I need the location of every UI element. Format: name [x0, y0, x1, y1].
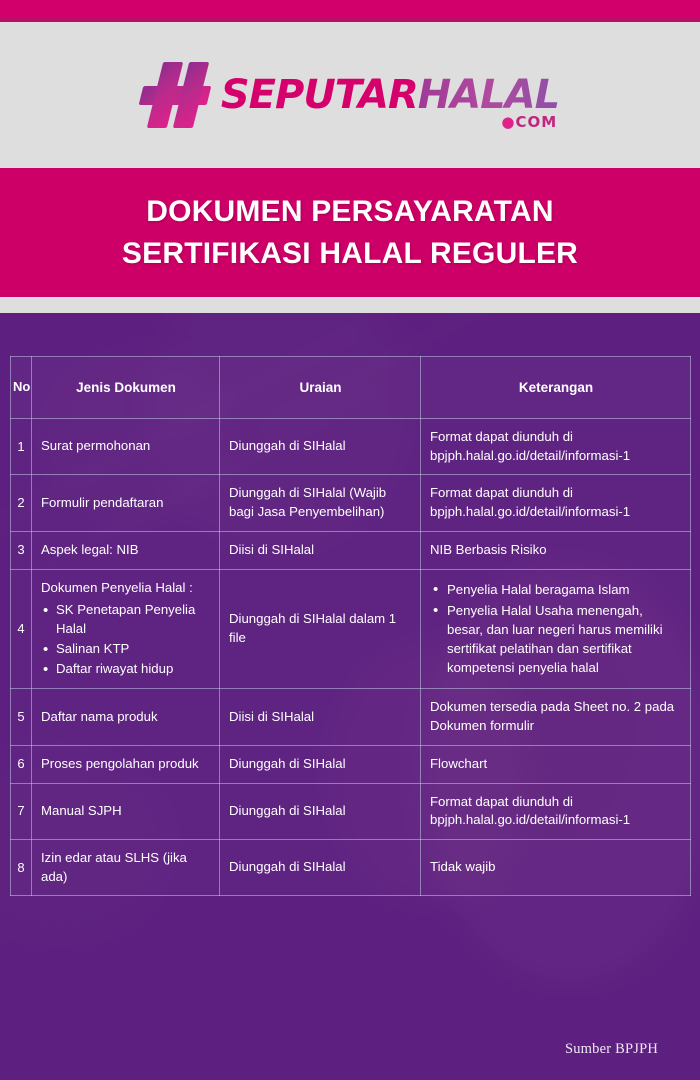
cell-keterangan [421, 419, 691, 475]
cell-jenis-dokumen: Proses pengolahan produk [32, 745, 220, 783]
jenis-dokumen-lead: Dokumen Penyelia Halal : [41, 579, 193, 595]
table-row [11, 840, 691, 896]
cell-keterangan [421, 569, 691, 689]
table-row [11, 689, 691, 745]
cell-uraian: Diisi di SIHalal [220, 689, 421, 745]
table-header-row [11, 357, 691, 419]
column-header-no: No [11, 357, 32, 419]
requirements-table [10, 356, 691, 896]
logo-word-halal: HALAL [417, 72, 560, 118]
logo-tld-text: COM [515, 113, 558, 131]
list-item: • Daftar riwayat hidup [41, 660, 211, 679]
cell-uraian: Diunggah di SIHalal [220, 419, 421, 475]
cell-uraian: Diunggah di SIHalal [220, 840, 421, 896]
logo-band [0, 22, 700, 168]
banner-title-line2: SERTIFIKASI HALAL REGULER [121, 236, 579, 270]
table-row [11, 569, 691, 689]
list-item: • Penyelia Halal beragama Islam [430, 580, 682, 599]
cell-keterangan: NIB Berbasis Risiko [421, 531, 691, 569]
seputarhalal-logo [141, 59, 559, 131]
keterangan-line1: Format dapat diunduh di [430, 429, 573, 444]
title-banner [0, 168, 700, 297]
cell-uraian: Diunggah di SIHalal [220, 783, 421, 839]
column-header-keterangan: Keterangan [421, 357, 691, 419]
row-number: 3 [11, 531, 32, 569]
banner-bottom-gap [0, 297, 700, 313]
cell-uraian: Diunggah di SIHalal dalam 1 file [220, 569, 421, 689]
logo-tld-dot: ● [501, 113, 516, 131]
keterangan-line2: bpjph.halal.go.id/detail/informasi-1 [430, 504, 631, 520]
cell-jenis-dokumen: Daftar nama produk [32, 689, 220, 745]
top-pink-strip [0, 0, 700, 17]
column-header-uraian: Uraian [220, 357, 421, 419]
table-row [11, 475, 691, 531]
logo-word-seputar: SEPUTAR [220, 72, 418, 118]
h-cross-logo-icon [141, 62, 213, 128]
table-row [11, 419, 691, 475]
cell-keterangan: Tidak wajib [421, 840, 691, 896]
keterangan-line2: bpjph.halal.go.id/detail/informasi-1 [430, 812, 631, 828]
cell-jenis-dokumen: Surat permohonan [32, 419, 220, 475]
cell-keterangan: Flowchart [421, 745, 691, 783]
logo-tld [501, 113, 557, 131]
cell-jenis-dokumen: Aspek legal: NIB [32, 531, 220, 569]
cell-jenis-dokumen: Manual SJPH [32, 783, 220, 839]
cell-keterangan [421, 475, 691, 531]
table-row [11, 783, 691, 839]
row-number: 6 [11, 745, 32, 783]
cell-uraian: Diisi di SIHalal [220, 531, 421, 569]
row-number: 8 [11, 840, 32, 896]
keterangan-line1: Format dapat diunduh di [430, 793, 573, 809]
row-number: 4 [11, 569, 32, 689]
cell-jenis-dokumen: Izin edar atau SLHS (jika ada) [32, 840, 220, 896]
cell-keterangan: Dokumen tersedia pada Sheet no. 2 pada Dokumen formulir [421, 689, 691, 745]
table-row [11, 531, 691, 569]
content-area [0, 313, 700, 1080]
list-item: • Salinan KTP [41, 640, 211, 659]
source-label: Sumber BPJPH [564, 1041, 658, 1057]
table-row [11, 745, 691, 783]
row-number: 5 [11, 689, 32, 745]
cell-uraian: Diunggah di SIHalal (Wajib bagi Jasa Penyembelihan) [220, 475, 421, 531]
cell-jenis-dokumen [32, 569, 220, 689]
requirements-table-wrapper [10, 356, 690, 896]
keterangan-list [430, 580, 682, 677]
cell-uraian: Diunggah di SIHalal [220, 745, 421, 783]
list-item: • SK Penetapan Penyelia Halal [41, 601, 211, 638]
list-item: • Penyelia Halal Usaha menengah, besar, dan luar negeri harus memiliki sertifikat pelatihan dan sertifikat kompetensi penyelia halal [430, 601, 682, 677]
row-number: 1 [11, 419, 32, 475]
cell-keterangan [421, 783, 691, 839]
row-number: 2 [11, 475, 32, 531]
jenis-dokumen-list [41, 601, 211, 678]
column-header-jenis-dokumen: Jenis Dokumen [32, 357, 220, 419]
keterangan-line1: Format dapat diunduh di [430, 485, 573, 501]
logo-wordmark [220, 72, 560, 131]
cell-jenis-dokumen: Formulir pendaftaran [32, 475, 220, 531]
row-number: 7 [11, 783, 32, 839]
banner-title-line1: DOKUMEN PERSAYARATAN [146, 195, 554, 229]
keterangan-line2: bpjph.halal.go.id/detail/informasi-1 [430, 447, 631, 463]
